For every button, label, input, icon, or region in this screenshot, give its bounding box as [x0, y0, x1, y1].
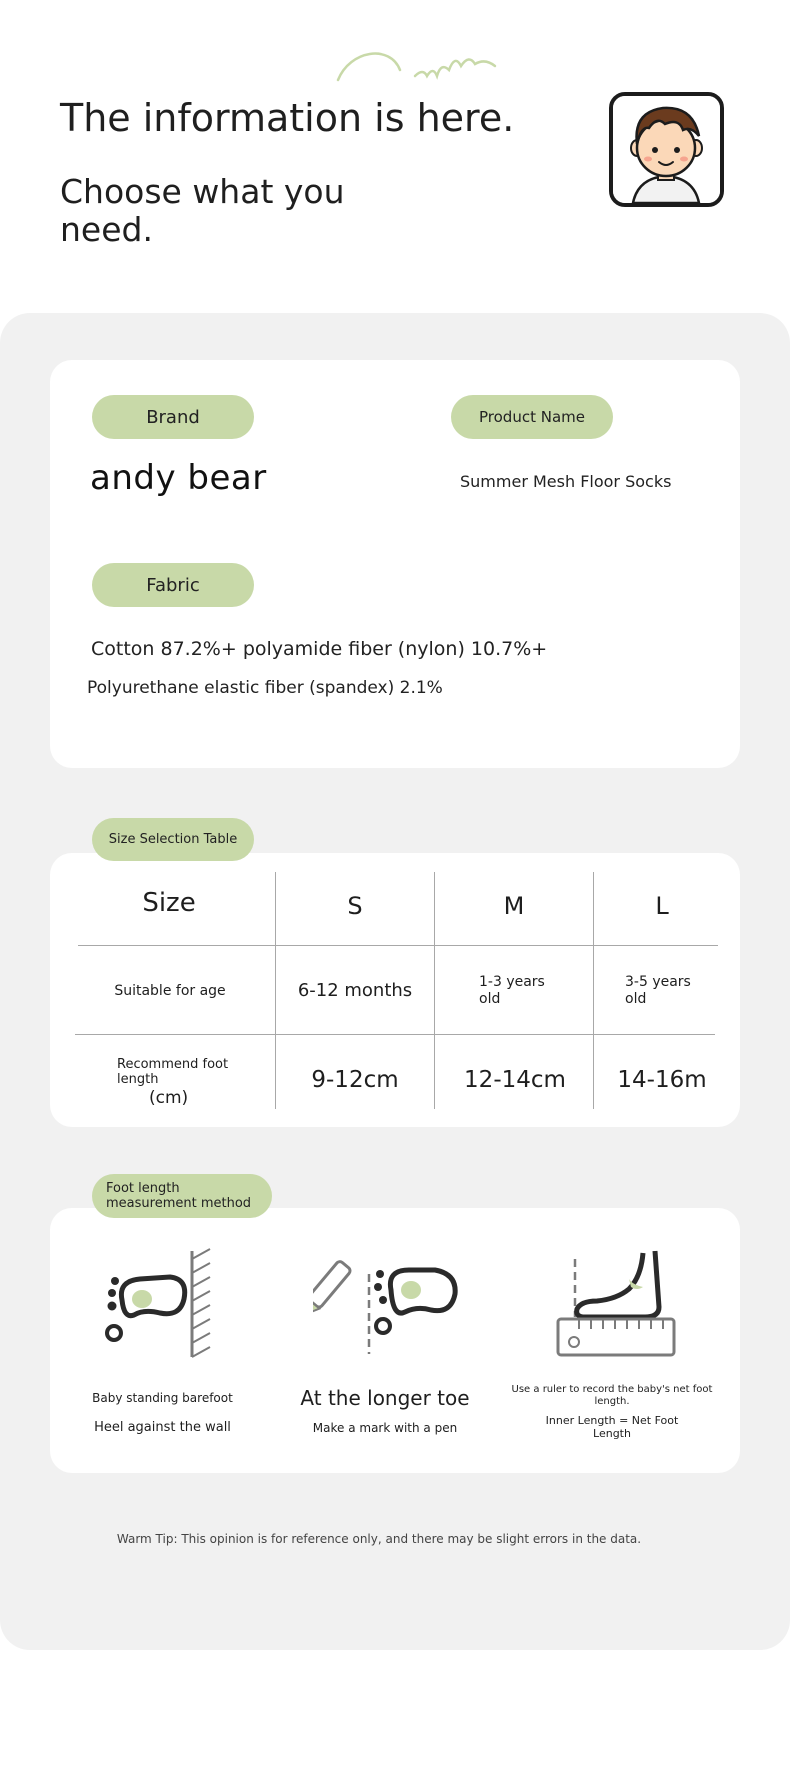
- table-foot-label-line1: Recommend foot: [117, 1057, 229, 1072]
- foot-against-wall-icon: [100, 1245, 220, 1360]
- step2-caption-2: Make a mark with a pen: [312, 1421, 458, 1435]
- table-divider-h1: [78, 945, 718, 946]
- size-table-label: Size Selection Table: [108, 832, 238, 847]
- step3-caption-line4: Length: [593, 1427, 631, 1440]
- table-foot-label-unit: (cm): [149, 1088, 189, 1108]
- table-header-size: Size: [142, 888, 196, 918]
- size-table-label-pill: [92, 818, 254, 861]
- table-foot-label-line2: length: [117, 1072, 159, 1087]
- table-age-l: [625, 974, 691, 1008]
- pen-mark-icon: [313, 1260, 463, 1360]
- brand-label: Brand: [146, 406, 200, 428]
- headline-main: The information is here.: [60, 96, 515, 140]
- step3-caption-line3: Inner Length = Net Foot: [545, 1414, 679, 1427]
- table-header-m: M: [503, 892, 525, 920]
- fabric-label: Fabric: [146, 574, 200, 596]
- signature-scribble: [330, 40, 530, 88]
- table-foot-l: 14-16m: [617, 1067, 707, 1093]
- brand-value: andy bear: [90, 458, 267, 498]
- table-age-m-line2: old: [479, 991, 501, 1007]
- headline-sub-1: Choose what you: [60, 172, 345, 211]
- table-foot-s: 9-12cm: [311, 1067, 399, 1093]
- measure-label-line2: measurement method: [106, 1196, 252, 1211]
- fabric-line-2: Polyurethane elastic fiber (spandex) 2.1%: [87, 678, 443, 698]
- table-age-s: 6-12 months: [297, 980, 413, 1001]
- step2-caption-1: At the longer toe: [300, 1386, 470, 1410]
- brand-label-pill: [92, 395, 254, 439]
- step1-caption-1: Baby standing barefoot: [92, 1391, 233, 1405]
- boy-avatar-icon: [613, 96, 720, 203]
- fabric-label-pill: [92, 563, 254, 607]
- table-header-l: L: [655, 892, 669, 920]
- table-age-l-line2: old: [625, 991, 647, 1007]
- step3-caption-line1: Use a ruler to record the baby's net foot: [511, 1384, 713, 1395]
- fabric-line-1: Cotton 87.2%+ polyamide fiber (nylon) 10.7%+: [91, 638, 548, 660]
- table-divider-h2: [75, 1034, 715, 1035]
- step3-caption-1: [510, 1384, 714, 1408]
- ruler-measure-icon: [555, 1245, 680, 1360]
- table-age-label: Suitable for age: [114, 983, 226, 999]
- step3-caption-2: [530, 1414, 694, 1440]
- table-header-s: S: [347, 892, 363, 920]
- measure-label-line1: Foot length: [106, 1181, 180, 1196]
- product-name-value: Summer Mesh Floor Socks: [460, 472, 672, 491]
- table-age-l-line1: 3-5 years: [625, 974, 691, 990]
- step3-caption-line2: length.: [594, 1396, 630, 1407]
- warm-tip: Warm Tip: This opinion is for reference only, and there may be slight errors in the data.: [116, 1532, 642, 1546]
- table-foot-m: 12-14cm: [464, 1067, 566, 1093]
- step1-caption-2: Heel against the wall: [94, 1420, 231, 1435]
- product-name-label: Product Name: [479, 408, 585, 426]
- table-age-m-line1: 1-3 years: [479, 974, 545, 990]
- headline-sub-2: need.: [60, 210, 153, 249]
- product-name-label-pill: [451, 395, 613, 439]
- measure-label-pill: [92, 1174, 272, 1218]
- table-age-m: [479, 974, 545, 1008]
- table-foot-label: [117, 1057, 228, 1087]
- avatar: [609, 92, 724, 207]
